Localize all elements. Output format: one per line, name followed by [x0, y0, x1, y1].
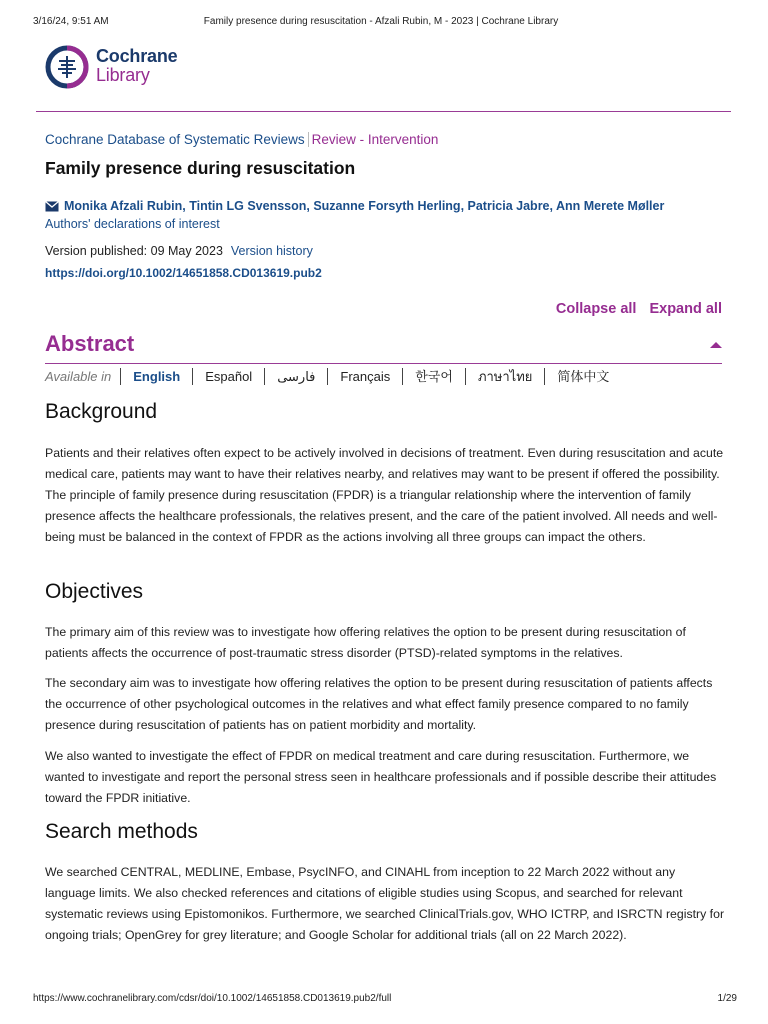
- envelope-icon[interactable]: [45, 201, 59, 212]
- language-francais[interactable]: Français: [327, 368, 402, 385]
- version-published: Version published: 09 May 2023: [45, 244, 223, 258]
- authors-line: [45, 199, 664, 213]
- abstract-header[interactable]: [45, 329, 722, 364]
- language-thai[interactable]: ภาษาไทย: [465, 368, 544, 385]
- objectives-paragraph-3: We also wanted to investigate the effect of FPDR on medical treatment and care during resuscitation. Furthermore, we wanted to investigate and report the personal stress seen in healthcare professionals and if possible describe their attitudes toward the FPDR initiative.: [45, 749, 717, 805]
- objectives-paragraph-1: The primary aim of this review was to investigate how offering relatives the option to be present during resuscitation of patients affects the occurrence of post-traumatic stress disorder (PTSD)-related symptoms in the relatives.: [45, 625, 686, 660]
- abstract-heading: Abstract: [45, 331, 135, 356]
- review-type: Review - Intervention: [311, 132, 439, 147]
- language-espanol[interactable]: Español: [192, 368, 264, 385]
- language-english[interactable]: English: [120, 368, 192, 385]
- search-methods-heading: Search methods: [45, 820, 198, 843]
- cochrane-logo-icon: [45, 45, 89, 89]
- print-datetime: 3/16/24, 9:51 AM: [33, 16, 109, 27]
- logo-line-cochrane: Cochrane: [96, 46, 178, 66]
- print-footer: [33, 993, 737, 1007]
- print-url: https://www.cochranelibrary.com/cdsr/doi/10.1002/14651858.CD013619.pub2/full: [33, 993, 392, 1004]
- background-heading: Background: [45, 400, 158, 423]
- version-info: [45, 244, 313, 258]
- breadcrumb-separator: [308, 132, 309, 147]
- expand-all-button[interactable]: Expand all: [649, 301, 722, 317]
- declarations-link[interactable]: Authors' declarations of interest: [45, 217, 220, 231]
- review-title: Family presence during resuscitation: [45, 158, 356, 178]
- logo-line-library: Library: [96, 65, 150, 85]
- language-korean[interactable]: 한국어: [402, 368, 465, 385]
- print-header: [33, 16, 729, 30]
- collapse-all-button[interactable]: Collapse all: [555, 301, 637, 317]
- authors-list[interactable]: Monika Afzali Rubin, Tintin LG Svensson, Suzanne Forsyth Herling, Patricia Jabre, Ann Merete Møller: [64, 199, 665, 213]
- caret-up-icon[interactable]: [710, 342, 722, 348]
- language-farsi[interactable]: فارسی: [264, 368, 327, 385]
- version-history-link[interactable]: Version history: [230, 244, 313, 258]
- search-methods-paragraph: We searched CENTRAL, MEDLINE, Embase, PsycINFO, and CINAHL from inception to 22 March 2022 without any language limits. We also checked references and citations of eligible studies using Scopus, and searched for relevant systematic reviews using Epistomonikos. Furthermore, we searched ClinicalTrials.gov, WHO ICTRP, and ISRCTN registry for ongoing trials; OpenGrey for grey literature; and Google Scholar for additional trials (all on 22 March 2022).: [45, 865, 725, 942]
- doi-link[interactable]: https://doi.org/10.1002/14651858.CD013619.pub2: [45, 266, 322, 280]
- header-divider: [36, 111, 731, 112]
- page-number: 1/29: [717, 993, 737, 1004]
- print-page-title: Family presence during resuscitation - Afzali Rubin, M - 2023 | Cochrane Library: [203, 16, 559, 27]
- language-selector: [45, 366, 621, 386]
- objectives-heading: Objectives: [45, 580, 144, 603]
- background-paragraph: Patients and their relatives often expect to be actively involved in decisions of treatment. Even during resuscitation and acute medical care, patients may want to have their relatives nearby, and relatives may want to be present if offered the possibility. The principle of family presence during resuscitation (FPDR) is a triangular relationship where the intervention of family presence affects the healthcare professionals, the relatives present, and the care of the patient involved. All needs and well-being must be balanced in the context of FPDR as the actions involving all three groups can impact the others.: [45, 446, 724, 544]
- cochrane-library-logo[interactable]: [45, 44, 205, 90]
- breadcrumb: [45, 132, 438, 147]
- objectives-paragraph-2: The secondary aim was to investigate how offering relatives the option to be present during resuscitation of patients affects the occurrence of other psychological outcomes in the relatives and what effect family presence compared to no family presence during resuscitation of patients has on patient morbidity and mortality.: [45, 676, 713, 732]
- breadcrumb-database-link[interactable]: Cochrane Database of Systematic Reviews: [45, 132, 305, 147]
- available-in-label: Available in: [45, 368, 112, 384]
- language-chinese[interactable]: 简体中文: [544, 368, 621, 385]
- section-controls: [556, 301, 722, 317]
